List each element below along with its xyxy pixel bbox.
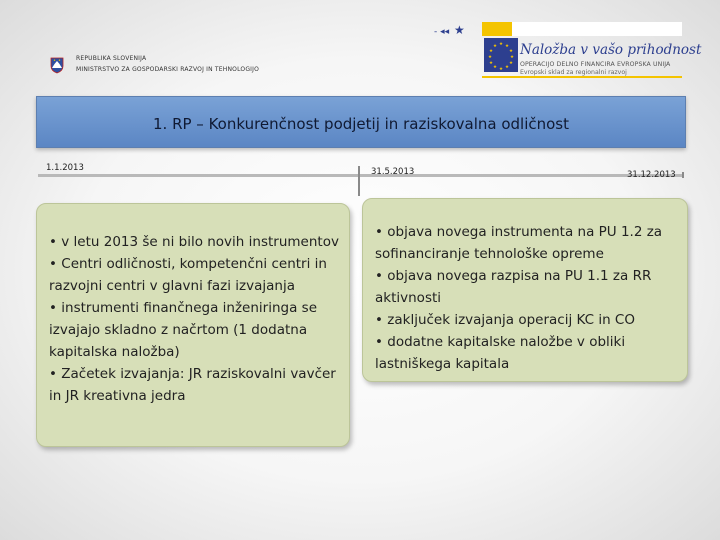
svg-text:★: ★ (489, 61, 494, 66)
plan-box-right (362, 198, 688, 382)
timeline-date-start: 1.1.2013 (46, 163, 84, 173)
ministry-line-1: REPUBLIKA SLOVENIJA (76, 55, 147, 62)
svg-text:- ◂◂: - ◂◂ (434, 27, 450, 37)
svg-text:★: ★ (509, 49, 514, 54)
timeline-date-end: 31.12.2013 (627, 170, 676, 180)
list-item: • objava novega razpisa na PU 1.1 za RR aktivnosti (375, 265, 681, 309)
list-item: • zaključek izvajanja operacij KC in CO (375, 309, 681, 331)
list-item: • objava novega instrumenta na PU 1.2 za sofinanciranje tehnološke opreme (375, 221, 681, 265)
eu-slogan: Naložba v vašo prihodnost (520, 42, 702, 58)
ministry-line-2: MINISTRSTVO ZA GOSPODARSKI RAZVOJ IN TEHNOLOGIJO (76, 66, 260, 73)
ministry-label (76, 53, 259, 75)
eu-fund-text: Evropski sklad za regionalni razvoj (520, 69, 627, 76)
status-box-left (36, 203, 350, 447)
list-item: • Centri odličnosti, kompetenčni centri in razvojni centri v glavni fazi izvajanja (49, 253, 341, 297)
svg-text:★: ★ (493, 65, 498, 70)
title-bar (36, 96, 686, 148)
status-list-left (49, 231, 341, 407)
svg-text:★: ★ (510, 55, 515, 60)
list-item: • instrumenti finančnega inženiringa se izvajajo skladno z načrtom (1 dodatna kapitalska naložba) (49, 297, 341, 363)
plan-list-right (375, 221, 681, 375)
svg-text:★: ★ (499, 67, 504, 72)
svg-text:★: ★ (505, 65, 510, 70)
eu-cofinancing-text: OPERACIJO DELNO FINANCIRA EVROPSKA UNIJA (520, 61, 671, 68)
timeline-line (38, 174, 684, 177)
list-item: • Začetek izvajanja: JR raziskovalni vavčer in JR kreativna jedra (49, 363, 341, 407)
svg-text:★: ★ (505, 44, 510, 49)
svg-text:★: ★ (509, 61, 514, 66)
timeline-tick-end (682, 172, 684, 178)
slovenia-crest-icon (50, 57, 64, 74)
timeline-tick-mid (358, 166, 360, 196)
svg-text:★: ★ (454, 23, 465, 37)
svg-text:★: ★ (493, 44, 498, 49)
timeline-date-mid: 31.5.2013 (371, 167, 415, 177)
list-item: • dodatne kapitalske naložbe v obliki lastniškega kapitala (375, 331, 681, 375)
svg-text:★: ★ (488, 55, 493, 60)
page-title: 1. RP – Konkurenčnost podjetij in raziskovalna odličnost (152, 115, 569, 133)
svg-text:★: ★ (489, 49, 494, 54)
list-item: • v letu 2013 še ni bilo novih instrumentov (49, 231, 341, 253)
svg-text:★: ★ (499, 42, 504, 47)
